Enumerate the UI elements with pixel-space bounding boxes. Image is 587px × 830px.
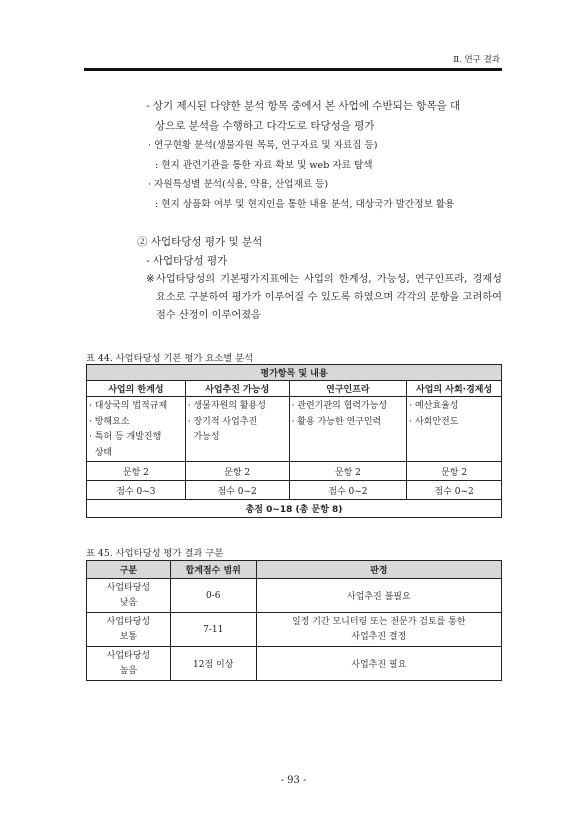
note-text: 사업타당성의 기본평가지표에는 사업의 한계성, 가능성, 연구인프라, 경제성 요소로 구분하여 평가가 이루어질 수 있도록 하였으며 각각의 문항을 고려하여 점수 산정이 이루어졌음 — [156, 274, 502, 321]
table44-col3-cell — [289, 397, 407, 462]
table45-range: 0-6 — [170, 579, 256, 613]
table45-category-cell — [87, 613, 171, 647]
table44-score-1: 점수 0~3 — [87, 481, 186, 500]
bullet1-line2: 상으로 분석을 수행하고 다각도로 타당성을 평가 — [155, 120, 375, 132]
table45-category-cell — [87, 647, 171, 681]
note-symbol: ※ — [146, 274, 155, 285]
list-item: · 방해요소 — [89, 416, 130, 427]
item1-sub: : 현지 관련기관을 통한 자료 확보 및 web 자료 탐색 — [155, 160, 373, 171]
verdict-line: 일정 기간 모니터링 또는 전문가 검토를 통한 — [291, 616, 466, 627]
table44-header-4: 사업의 사회·경제성 — [407, 381, 502, 397]
list-item: · 특허 등 개발진행 — [89, 432, 162, 442]
table45-verdict: 사업추진 불필요 — [256, 579, 501, 613]
table45-header-1: 구분 — [87, 561, 171, 579]
table45-header-2: 합계점수 범위 — [170, 561, 256, 579]
table44-top-header: 평가항목 및 내용 — [87, 365, 502, 381]
table44-score-4: 점수 0~2 — [407, 481, 502, 500]
table45-category-cell — [87, 579, 171, 613]
page-number: - 93 - — [280, 775, 307, 786]
table44-caption: 표 44. 사업타당성 기본 평가 요소별 분석 — [86, 353, 254, 364]
list-item: · 대상국의 법적규제 — [89, 401, 168, 411]
list-item: · 생물자원의 활용성 — [187, 401, 266, 411]
table44-count-4: 문항 2 — [407, 462, 502, 481]
section-heading: ② 사업타당성 평가 및 분석 — [137, 236, 263, 248]
table45-verdict-cell — [256, 613, 501, 647]
table44-header-3: 연구인프라 — [289, 381, 407, 397]
category-line: 낮음 — [119, 597, 138, 608]
category-line: 사업타당성 — [106, 582, 151, 593]
sub-heading: - 사업타당성 평가 — [146, 255, 228, 267]
table44-col1-cell — [87, 397, 186, 462]
list-item: · 장기적 사업추진 — [187, 416, 258, 427]
list-item: · 예산효율성 — [409, 401, 459, 411]
item2: · 자원특성별 분석(식용, 약용, 산업재료 등) — [148, 179, 329, 190]
list-item: · 관련기관의 협력가능성 — [291, 401, 388, 411]
table45-range: 12점 이상 — [170, 647, 256, 681]
header-rule — [84, 68, 502, 71]
table44-col2-cell — [185, 397, 289, 462]
category-line: 사업타당성 — [106, 616, 151, 627]
table44-total: 총점 0~18 (총 문항 8) — [87, 500, 502, 518]
table-row — [87, 613, 502, 647]
table44-score-2: 점수 0~2 — [185, 481, 289, 500]
item2-sub: : 현지 상품화 여부 및 현지인을 통한 내용 분석, 대상국가 발간정보 활용 — [155, 199, 455, 210]
category-line: 사업타당성 — [106, 650, 151, 661]
list-item: 상태 — [89, 447, 113, 458]
table44-header-2: 사업추진 가능성 — [185, 381, 289, 397]
table44-count-2: 문항 2 — [185, 462, 289, 481]
list-item: · 활용 가능한 연구인력 — [291, 416, 382, 427]
running-header: Ⅱ. 연구 결과 — [453, 55, 500, 65]
list-item: 가능성 — [187, 432, 220, 442]
category-line: 높음 — [119, 665, 138, 676]
table45-verdict: 사업추진 필요 — [256, 647, 501, 681]
table45-range: 7-11 — [170, 613, 256, 647]
table44-col4-cell — [407, 397, 502, 462]
table44-count-3: 문항 2 — [289, 462, 407, 481]
item1: · 연구현황 분석(생물자원 목록, 연구자료 및 자료집 등) — [148, 140, 378, 151]
table45 — [86, 560, 502, 681]
verdict-line: 사업추진 결정 — [351, 631, 407, 642]
list-item: · 사회안전도 — [409, 416, 459, 427]
bullet1-line1: - 상기 제시된 다양한 분석 항목 중에서 본 사업에 수반되는 항목을 대 — [146, 100, 461, 112]
note-block — [146, 271, 502, 325]
table-row — [87, 579, 502, 613]
table45-header-3: 판정 — [256, 561, 501, 579]
table44-header-1: 사업의 한계성 — [87, 381, 186, 397]
table44-count-1: 문항 2 — [87, 462, 186, 481]
table44 — [86, 364, 502, 518]
table44-score-3: 점수 0~2 — [289, 481, 407, 500]
table-row — [87, 647, 502, 681]
category-line: 보통 — [119, 631, 138, 642]
table45-caption: 표 45. 사업타당성 평가 결과 구분 — [86, 548, 224, 559]
